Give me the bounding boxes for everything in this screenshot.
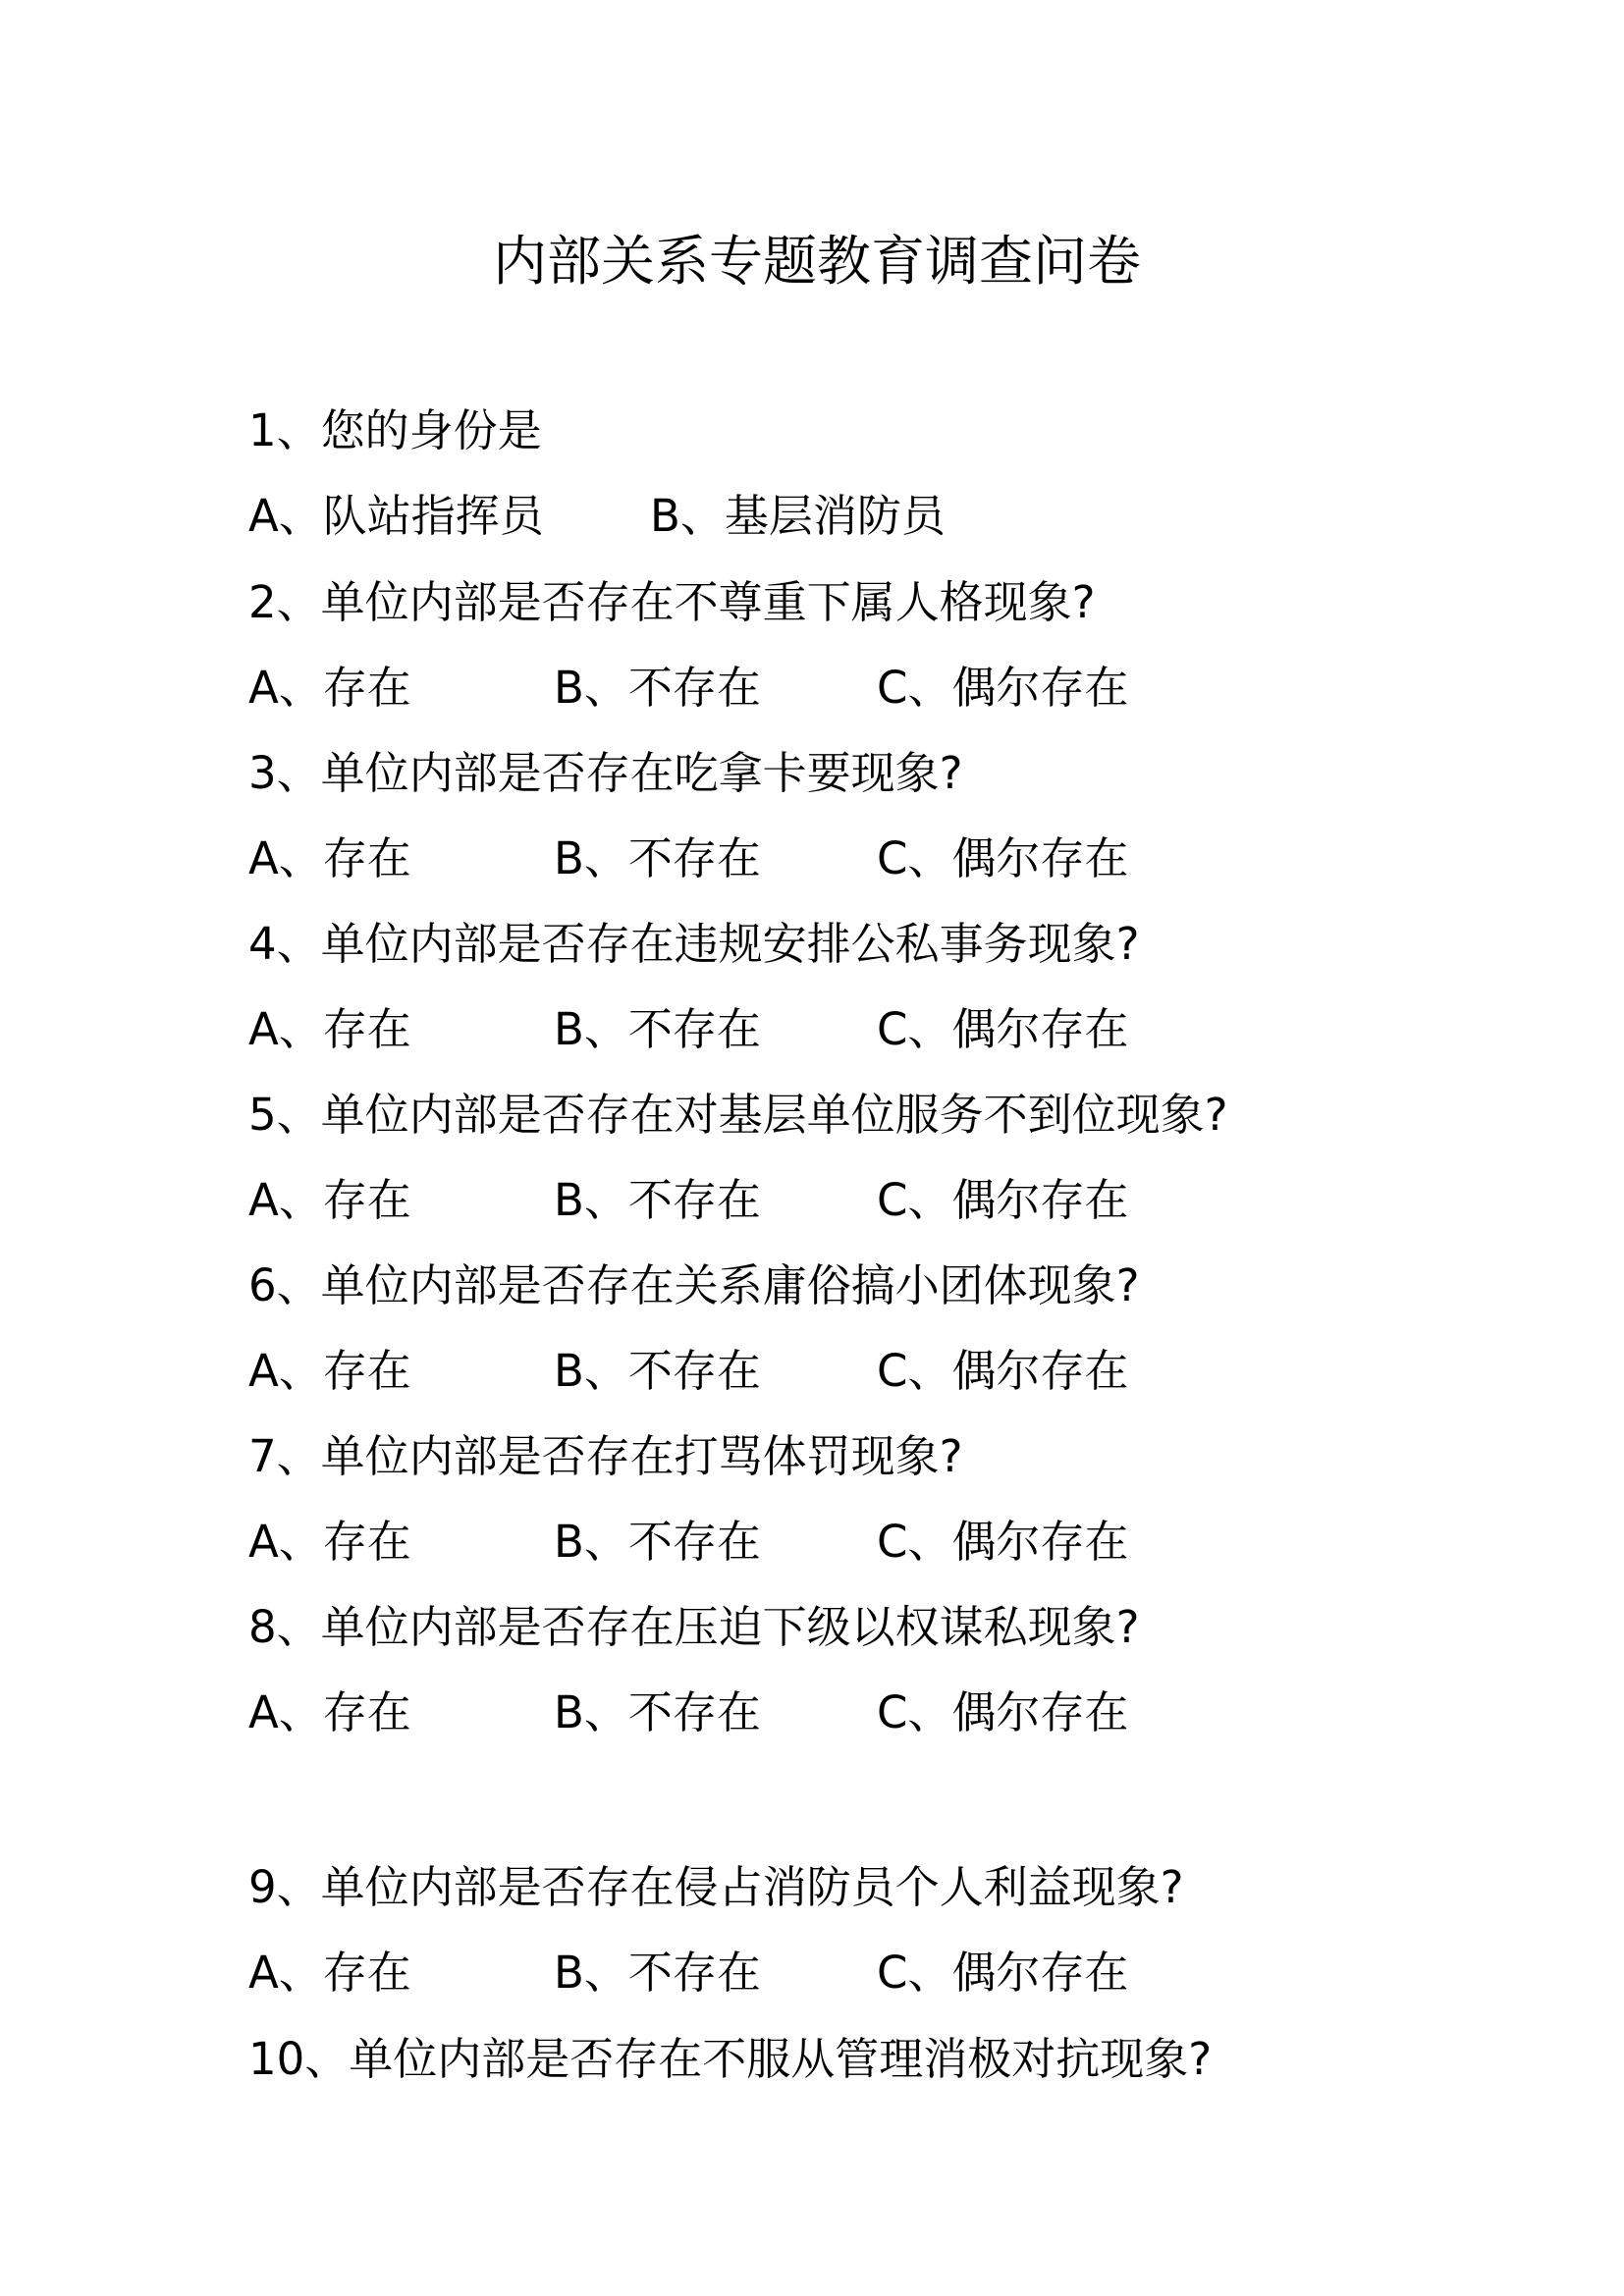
question-8: 8、单位内部是否存在压迫下级以权谋私现象? — [248, 1601, 1140, 1653]
option-c: C、偶尔存在 — [877, 1686, 1129, 1738]
option-a: A、存在 — [248, 1345, 411, 1397]
option-b: B、基层消防员 — [650, 490, 946, 542]
option-c: C、偶尔存在 — [877, 662, 1129, 714]
option-a: A、存在 — [248, 832, 411, 884]
option-c: C、偶尔存在 — [877, 1345, 1129, 1397]
option-a: A、存在 — [248, 1947, 411, 1999]
option-c: C、偶尔存在 — [877, 832, 1129, 884]
option-a: A、存在 — [248, 1686, 411, 1738]
question-7: 7、单位内部是否存在打骂体罚现象? — [248, 1430, 963, 1482]
question-4: 4、单位内部是否存在违规安排公私事务现象? — [248, 918, 1140, 970]
option-c: C、偶尔存在 — [877, 1947, 1129, 1999]
question-10: 10、单位内部是否存在不服从管理消极对抗现象? — [248, 2033, 1213, 2085]
option-c: C、偶尔存在 — [877, 1174, 1129, 1226]
option-c: C、偶尔存在 — [877, 1516, 1129, 1568]
option-a: A、存在 — [248, 662, 411, 714]
question-2: 2、单位内部是否存在不尊重下属人格现象? — [248, 576, 1096, 628]
option-b: B、不存在 — [554, 1174, 761, 1226]
option-a: A、存在 — [248, 1003, 411, 1055]
option-b: B、不存在 — [554, 832, 761, 884]
option-b: B、不存在 — [554, 1686, 761, 1738]
option-b: B、不存在 — [554, 1516, 761, 1568]
question-9: 9、单位内部是否存在侵占消防员个人利益现象? — [248, 1861, 1184, 1913]
option-b: B、不存在 — [554, 1345, 761, 1397]
option-b: B、不存在 — [554, 1947, 761, 1999]
question-1: 1、您的身份是 — [248, 404, 542, 456]
option-a: A、存在 — [248, 1174, 411, 1226]
option-b: B、不存在 — [554, 1003, 761, 1055]
question-5: 5、单位内部是否存在对基层单位服务不到位现象? — [248, 1089, 1228, 1141]
option-a: A、队站指挥员 — [248, 490, 544, 542]
question-3: 3、单位内部是否存在吃拿卡要现象? — [248, 747, 963, 799]
question-6: 6、单位内部是否存在关系庸俗搞小团体现象? — [248, 1259, 1140, 1311]
page-title: 内部关系专题教育调查问卷 — [492, 230, 1141, 293]
option-c: C、偶尔存在 — [877, 1003, 1129, 1055]
option-b: B、不存在 — [554, 662, 761, 714]
option-a: A、存在 — [248, 1516, 411, 1568]
